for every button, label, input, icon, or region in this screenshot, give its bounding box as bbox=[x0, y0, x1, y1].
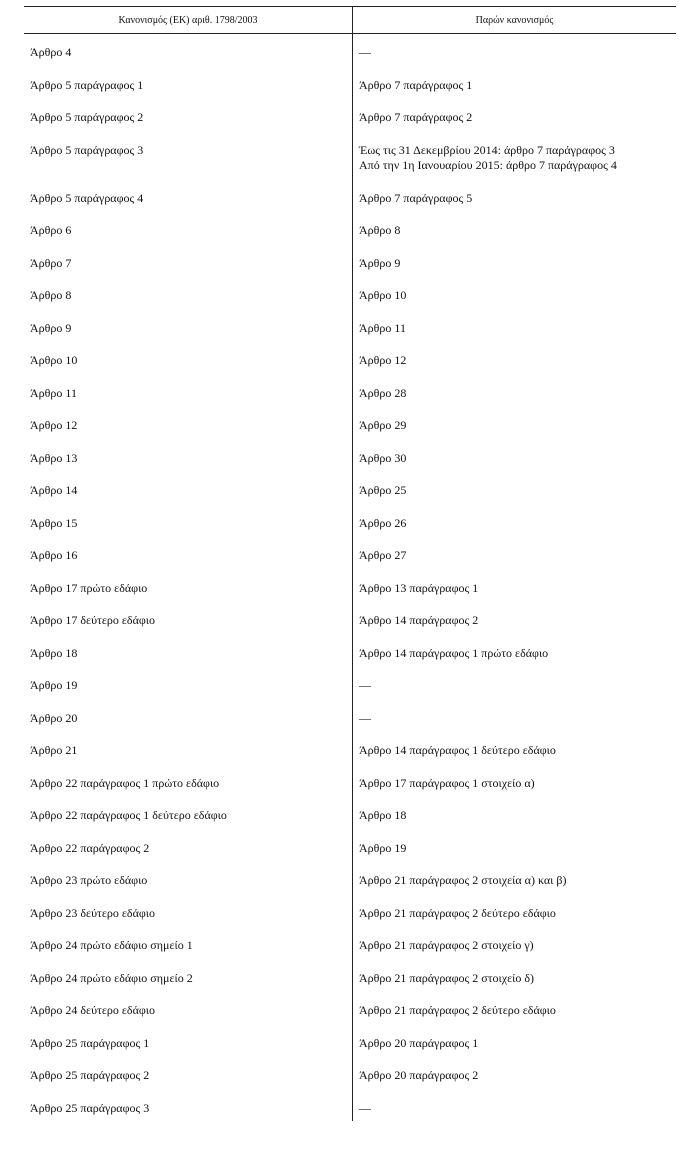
table-row bbox=[24, 537, 676, 570]
current-regulation-line: Άρθρο 18 bbox=[359, 808, 407, 822]
current-regulation-line: Άρθρο 7 παράγραφος 5 bbox=[359, 190, 473, 205]
current-regulation-line: Άρθρο 21 παράγραφος 2 στοιχείο γ) bbox=[359, 938, 534, 952]
current-regulation-line: — bbox=[359, 1100, 371, 1115]
old-regulation-cell: Άρθρο 25 παράγραφος 3 bbox=[30, 1100, 150, 1115]
current-regulation-cell bbox=[353, 765, 677, 798]
current-regulation-cell bbox=[353, 132, 677, 180]
old-regulation-cell: Άρθρο 14 bbox=[30, 483, 78, 497]
current-regulation-line: Άρθρο 29 bbox=[359, 418, 407, 432]
current-regulation-cell bbox=[353, 245, 677, 278]
table-header bbox=[24, 7, 676, 34]
current-regulation-cell bbox=[353, 830, 677, 863]
current-regulation-cell bbox=[353, 862, 677, 895]
current-regulation-line: Άρθρο 21 παράγραφος 2 στοιχεία α) και β) bbox=[359, 873, 567, 887]
old-regulation-cell: Άρθρο 17 πρώτο εδάφιο bbox=[30, 580, 148, 595]
current-regulation-line: Άρθρο 21 παράγραφος 2 στοιχείο δ) bbox=[359, 970, 535, 985]
current-regulation-line: Άρθρο 26 bbox=[359, 515, 407, 530]
table-row bbox=[24, 505, 676, 538]
current-regulation-cell bbox=[353, 635, 677, 668]
old-regulation-cell: Άρθρο 25 παράγραφος 1 bbox=[30, 1035, 150, 1050]
old-regulation-cell: Άρθρο 24 πρώτο εδάφιο σημείο 1 bbox=[30, 938, 193, 952]
current-regulation-line: Άρθρο 27 bbox=[359, 548, 407, 562]
old-regulation-cell: Άρθρο 19 bbox=[30, 678, 78, 692]
current-regulation-cell bbox=[353, 960, 677, 993]
table-row bbox=[24, 960, 676, 993]
table-row bbox=[24, 99, 676, 132]
current-regulation-cell bbox=[353, 505, 677, 538]
current-regulation-cell bbox=[353, 732, 677, 765]
table-row bbox=[24, 34, 676, 67]
current-regulation-cell bbox=[353, 1090, 677, 1121]
current-regulation-line: Άρθρο 7 παράγραφος 2 bbox=[359, 110, 473, 124]
current-regulation-cell bbox=[353, 277, 677, 310]
current-regulation-cell bbox=[353, 537, 677, 570]
current-regulation-line: Άρθρο 12 bbox=[359, 353, 407, 367]
correlation-table-container bbox=[24, 6, 676, 1121]
current-regulation-cell bbox=[353, 667, 677, 700]
table-body bbox=[24, 34, 676, 1121]
table-row bbox=[24, 245, 676, 278]
old-regulation-cell: Άρθρο 17 δεύτερο εδάφιο bbox=[30, 613, 156, 627]
old-regulation-cell: Άρθρο 22 παράγραφος 1 πρώτο εδάφιο bbox=[30, 775, 220, 790]
old-regulation-cell: Άρθρο 11 bbox=[30, 385, 77, 400]
table-row bbox=[24, 700, 676, 733]
old-regulation-cell: Άρθρο 21 bbox=[30, 743, 78, 757]
current-regulation-line: Άρθρο 25 bbox=[359, 483, 407, 497]
current-regulation-line: Άρθρο 14 παράγραφος 1 δεύτερο εδάφιο bbox=[359, 743, 556, 757]
old-regulation-cell: Άρθρο 25 παράγραφος 2 bbox=[30, 1068, 150, 1082]
header-row bbox=[24, 7, 676, 34]
current-regulation-cell bbox=[353, 212, 677, 245]
table-row bbox=[24, 667, 676, 700]
table-row bbox=[24, 310, 676, 343]
table-row bbox=[24, 927, 676, 960]
current-regulation-line: Έως τις 31 Δεκεμβρίου 2014: άρθρο 7 παράγραφος 3 bbox=[359, 142, 615, 157]
old-regulation-cell: Άρθρο 10 bbox=[30, 353, 78, 367]
old-regulation-cell: Άρθρο 23 πρώτο εδάφιο bbox=[30, 873, 148, 887]
current-regulation-cell bbox=[353, 67, 677, 100]
current-regulation-cell bbox=[353, 99, 677, 132]
table-row bbox=[24, 895, 676, 928]
correlation-table bbox=[24, 6, 676, 1121]
current-regulation-cell bbox=[353, 34, 677, 67]
current-regulation-cell bbox=[353, 927, 677, 960]
table-row bbox=[24, 212, 676, 245]
current-regulation-line: Άρθρο 11 bbox=[359, 320, 406, 335]
table-row bbox=[24, 67, 676, 100]
table-row bbox=[24, 407, 676, 440]
table-row bbox=[24, 765, 676, 798]
old-regulation-cell: Άρθρο 15 bbox=[30, 515, 78, 530]
current-regulation-line: Άρθρο 20 παράγραφος 2 bbox=[359, 1068, 479, 1082]
current-regulation-cell bbox=[353, 992, 677, 1025]
table-row bbox=[24, 440, 676, 473]
old-regulation-cell: Άρθρο 23 δεύτερο εδάφιο bbox=[30, 905, 156, 920]
current-regulation-line: Άρθρο 13 παράγραφος 1 bbox=[359, 580, 479, 595]
old-regulation-cell: Άρθρο 7 bbox=[30, 255, 72, 270]
old-regulation-cell: Άρθρο 12 bbox=[30, 418, 78, 432]
current-regulation-cell bbox=[353, 602, 677, 635]
current-regulation-cell bbox=[353, 310, 677, 343]
table-row bbox=[24, 992, 676, 1025]
table-row bbox=[24, 830, 676, 863]
old-regulation-cell: Άρθρο 5 παράγραφος 1 bbox=[30, 77, 144, 92]
table-row bbox=[24, 132, 676, 180]
table-row bbox=[24, 602, 676, 635]
table-row bbox=[24, 862, 676, 895]
old-regulation-cell: Άρθρο 5 παράγραφος 2 bbox=[30, 110, 144, 124]
old-regulation-cell: Άρθρο 8 bbox=[30, 288, 72, 302]
table-row bbox=[24, 732, 676, 765]
current-regulation-line: Άρθρο 28 bbox=[359, 385, 407, 400]
current-regulation-cell bbox=[353, 375, 677, 408]
current-regulation-line: Άρθρο 21 παράγραφος 2 δεύτερο εδάφιο bbox=[359, 905, 556, 920]
old-regulation-cell: Άρθρο 6 bbox=[30, 223, 72, 237]
current-regulation-line: Άρθρο 21 παράγραφος 2 δεύτερο εδάφιο bbox=[359, 1003, 556, 1017]
current-regulation-line: Άρθρο 8 bbox=[359, 223, 401, 237]
table-row bbox=[24, 1090, 676, 1121]
current-regulation-line: Άρθρο 30 bbox=[359, 450, 407, 465]
current-regulation-cell bbox=[353, 180, 677, 213]
current-regulation-cell bbox=[353, 407, 677, 440]
current-regulation-cell bbox=[353, 472, 677, 505]
table-row bbox=[24, 1025, 676, 1058]
current-regulation-cell bbox=[353, 895, 677, 928]
table-row bbox=[24, 180, 676, 213]
old-regulation-cell: Άρθρο 24 πρώτο εδάφιο σημείο 2 bbox=[30, 970, 193, 985]
current-regulation-cell bbox=[353, 700, 677, 733]
current-regulation-line: Άρθρο 20 παράγραφος 1 bbox=[359, 1035, 479, 1050]
current-regulation-line: Άρθρο 10 bbox=[359, 288, 407, 302]
current-regulation-line: Άρθρο 19 bbox=[359, 840, 407, 855]
current-regulation-line: Άρθρο 7 παράγραφος 1 bbox=[359, 77, 473, 92]
old-regulation-cell: Άρθρο 22 παράγραφος 1 δεύτερο εδάφιο bbox=[30, 808, 227, 822]
old-regulation-cell: Άρθρο 20 bbox=[30, 710, 78, 725]
table-row bbox=[24, 277, 676, 310]
current-regulation-line: Άρθρο 17 παράγραφος 1 στοιχείο α) bbox=[359, 775, 535, 790]
current-regulation-line: Άρθρο 14 παράγραφος 2 bbox=[359, 613, 479, 627]
current-regulation-line: Άρθρο 14 παράγραφος 1 πρώτο εδάφιο bbox=[359, 645, 549, 660]
old-regulation-cell: Άρθρο 5 παράγραφος 3 bbox=[30, 142, 144, 157]
current-regulation-cell bbox=[353, 797, 677, 830]
table-row bbox=[24, 1057, 676, 1090]
old-regulation-cell: Άρθρο 9 bbox=[30, 320, 72, 335]
old-regulation-cell: Άρθρο 22 παράγραφος 2 bbox=[30, 840, 150, 855]
current-regulation-cell bbox=[353, 440, 677, 473]
current-regulation-line: Άρθρο 9 bbox=[359, 255, 401, 270]
old-regulation-cell: Άρθρο 13 bbox=[30, 450, 78, 465]
old-regulation-cell: Άρθρο 5 παράγραφος 4 bbox=[30, 190, 144, 205]
old-regulation-cell: Άρθρο 4 bbox=[30, 45, 72, 59]
table-row bbox=[24, 472, 676, 505]
current-regulation-line: — bbox=[359, 710, 371, 725]
current-regulation-line: Από την 1η Ιανουαρίου 2015: άρθρο 7 παράγραφος 4 bbox=[359, 157, 617, 172]
header-old-regulation: Κανονισμός (ΕΚ) αριθ. 1798/2003 bbox=[24, 7, 353, 34]
current-regulation-cell bbox=[353, 570, 677, 603]
table-row bbox=[24, 570, 676, 603]
table-row bbox=[24, 375, 676, 408]
old-regulation-cell: Άρθρο 18 bbox=[30, 645, 78, 660]
header-current-regulation: Παρών κανονισμός bbox=[353, 7, 677, 34]
current-regulation-line: — bbox=[359, 45, 371, 59]
table-row bbox=[24, 342, 676, 375]
current-regulation-cell bbox=[353, 1025, 677, 1058]
old-regulation-cell: Άρθρο 24 δεύτερο εδάφιο bbox=[30, 1003, 156, 1017]
current-regulation-cell bbox=[353, 1057, 677, 1090]
current-regulation-line: — bbox=[359, 678, 371, 692]
table-row bbox=[24, 797, 676, 830]
old-regulation-cell: Άρθρο 16 bbox=[30, 548, 78, 562]
current-regulation-cell bbox=[353, 342, 677, 375]
table-row bbox=[24, 635, 676, 668]
